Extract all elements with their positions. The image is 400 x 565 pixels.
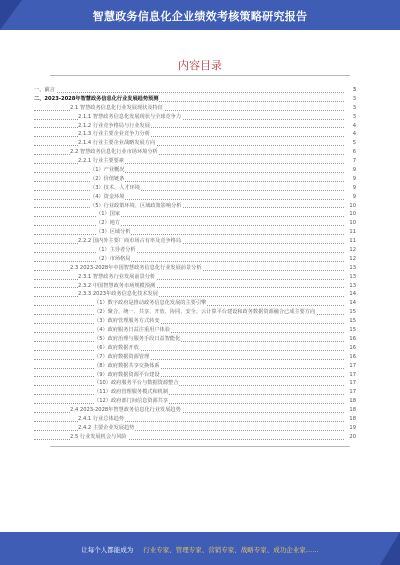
toc-entry-label: （1）数字政府是推动政务信息化发展的主要引擎 — [94, 300, 207, 307]
toc-entry-label: 2.3.2 中国智慧政务市场规模预测 — [78, 282, 156, 289]
table-of-contents — [34, 86, 356, 442]
toc-entry-page: 12 — [346, 246, 356, 255]
toc-entry-page: 15 — [346, 326, 356, 335]
toc-entry-page: 10 — [346, 202, 356, 211]
toc-entry-label: （7）政府数据资源管理 — [94, 353, 150, 360]
footer-slogan-left: 让每个人都能成为 — [81, 546, 134, 554]
toc-entry[interactable] — [34, 379, 356, 388]
toc-entry-label: 2.1.1 智慧政务信息化发展现状与全球竞争力 — [78, 113, 182, 120]
toc-entry[interactable] — [34, 86, 356, 95]
toc-leader-dots — [34, 385, 344, 386]
toc-entry[interactable] — [34, 130, 356, 139]
toc-entry-page: 3 — [346, 113, 356, 122]
toc-entry[interactable] — [34, 113, 356, 122]
toc-entry-label: 2.1.4 行业主要企业战略发展方向 — [78, 140, 156, 147]
toc-entry[interactable] — [34, 157, 356, 166]
toc-entry-label: （1）产业概况 — [90, 167, 125, 174]
toc-entry-label: 一、前言 — [34, 87, 55, 93]
toc-leader-dots — [34, 190, 344, 191]
page-header — [0, 0, 400, 30]
toc-entry-page: 4 — [346, 130, 356, 139]
toc-entry-label: 2.1.3 行业主要企业竞争力分析 — [78, 131, 150, 138]
report-title: 智慧政务信息化企业绩效考核策略研究报告 — [92, 10, 308, 23]
toc-entry-page: 16 — [346, 335, 356, 344]
toc-entry-page: 14 — [346, 299, 356, 308]
toc-entry-label: 2.3.1 智慧政务行业发展前景分析 — [78, 273, 156, 280]
toc-entry-page: 7 — [346, 157, 356, 166]
toc-entry-page: 17 — [346, 362, 356, 371]
toc-entry-label: （9）政府数据资源平台建设 — [94, 371, 160, 378]
toc-entry-page: 9 — [346, 184, 356, 193]
toc-entry-page: 3 — [346, 86, 356, 95]
toc-entry[interactable] — [34, 237, 356, 246]
toc-leader-dots — [34, 368, 344, 369]
toc-entry-page: 9 — [346, 175, 356, 184]
toc-entry[interactable] — [34, 433, 356, 442]
toc-leader-dots — [34, 323, 344, 324]
toc-entry-page: 9 — [346, 193, 356, 202]
toc-top-divider — [50, 75, 350, 76]
toc-entry-page: 6 — [346, 148, 356, 157]
toc-entry-label: 2.1.2 行业竞争格局与行业发展 — [78, 122, 150, 129]
toc-leader-dots — [34, 172, 344, 173]
toc-entry[interactable] — [34, 148, 356, 157]
toc-entry-page: 15 — [346, 317, 356, 326]
toc-entry-label: （1）国家 — [96, 211, 121, 218]
toc-entry-label: （2）价值链条 — [90, 175, 125, 182]
toc-leader-dots — [34, 225, 344, 226]
footer-slogan-right: 行业专家、管理专家、营销专家、战略专家、成功企业家…… — [143, 546, 319, 554]
toc-entry-page: 19 — [346, 424, 356, 433]
toc-entry-label: （3）区域分析 — [96, 229, 131, 236]
toc-entry-label: 2.1 智慧政务信息化行业发展现状及特征 — [70, 104, 163, 111]
toc-bottom-divider — [50, 446, 350, 447]
toc-entry[interactable] — [34, 282, 356, 291]
toc-entry[interactable] — [34, 210, 356, 219]
toc-entry-label: （10）政府服务平台与数据资源整合 — [94, 380, 179, 387]
toc-entry-label: 2.5 行业发展机会与风险 — [70, 433, 127, 440]
toc-entry[interactable] — [34, 166, 356, 175]
toc-leader-dots — [34, 350, 344, 351]
toc-leader-dots — [34, 181, 344, 182]
toc-entry-label: （5）政府治理与服务手段日益智能化 — [94, 335, 181, 342]
toc-entry-page: 3 — [346, 95, 356, 104]
toc-entry[interactable] — [34, 317, 356, 326]
toc-entry[interactable] — [34, 184, 356, 193]
toc-entry[interactable] — [34, 264, 356, 273]
toc-entry-label: （3）技术、人才环境 — [90, 184, 140, 191]
toc-entry-page: 17 — [346, 388, 356, 397]
toc-entry[interactable] — [34, 104, 356, 113]
toc-entry[interactable] — [34, 228, 356, 237]
toc-entry[interactable] — [34, 273, 356, 282]
toc-entry-page: 4 — [346, 122, 356, 131]
toc-entry-label: （12）政府部门间信息资源共享 — [94, 398, 169, 405]
toc-entry-page: 18 — [346, 397, 356, 406]
toc-entry[interactable] — [34, 388, 356, 397]
toc-entry[interactable] — [34, 353, 356, 362]
toc-entry[interactable] — [34, 424, 356, 433]
toc-leader-dots — [34, 376, 344, 377]
toc-entry-label: 2.4.2 主要企业发展趋势 — [78, 424, 135, 431]
toc-entry-label: 2.2.2 国内外主要厂商市场占有率及竞争格局 — [78, 238, 182, 245]
toc-entry-page: 18 — [346, 415, 356, 424]
toc-entry-label: （11）政府管理服务模式和机制 — [94, 389, 169, 396]
toc-entry[interactable] — [34, 406, 356, 415]
toc-entry[interactable] — [34, 202, 356, 211]
toc-leader-dots — [34, 252, 344, 253]
toc-leader-dots — [34, 394, 344, 395]
toc-entry-page: 12 — [346, 255, 356, 264]
toc-entry-page: 18 — [346, 406, 356, 415]
toc-leader-dots — [34, 261, 344, 262]
toc-entry[interactable] — [34, 397, 356, 406]
toc-entry-page: 11 — [346, 228, 356, 237]
toc-entry[interactable] — [34, 362, 356, 371]
toc-entry[interactable] — [34, 290, 356, 299]
toc-entry-label: （4）政府服务日益注重用户体验 — [94, 327, 170, 334]
toc-entry-page: 13 — [346, 264, 356, 273]
toc-leader-dots — [34, 234, 344, 235]
toc-entry-label: 二、2023-2028年智慧政务信息化行业发展趋势预测 — [34, 95, 159, 102]
toc-entry-page: 16 — [346, 353, 356, 362]
toc-entry-page: 13 — [346, 282, 356, 291]
toc-entry-page: 20 — [346, 433, 356, 442]
toc-entry[interactable] — [34, 219, 356, 228]
toc-leader-dots — [34, 341, 344, 342]
toc-entry-page: 16 — [346, 344, 356, 353]
footer-slogan — [0, 545, 400, 554]
toc-entry-label: （2）聚合、统一、共享、开放、协同、安全、云计算平台建设和政务数据资源融合已成主要方向 — [94, 309, 316, 316]
toc-entry-page: 5 — [346, 139, 356, 148]
toc-leader-dots — [34, 199, 344, 200]
toc-entry[interactable] — [34, 371, 356, 380]
toc-leader-dots — [34, 403, 344, 404]
toc-entry[interactable] — [34, 246, 356, 255]
toc-entry-label: 2.4.1 行业总体趋势 — [78, 415, 124, 422]
toc-entry-page: 13 — [346, 273, 356, 282]
toc-entry-label: （5）行业政策环境、区域政策影响分析 — [90, 202, 182, 209]
toc-entry-label: 2.3 2023-2028年中国智慧政务信息化行业发展前景分析 — [70, 264, 202, 271]
toc-entry[interactable] — [34, 122, 356, 131]
toc-leader-dots — [34, 207, 344, 208]
toc-entry-page: 3 — [346, 104, 356, 113]
toc-entry-page: 10 — [346, 219, 356, 228]
toc-entry[interactable] — [34, 299, 356, 308]
toc-entry[interactable] — [34, 95, 356, 104]
toc-entry-label: （2）市场格局 — [96, 255, 131, 262]
toc-leader-dots — [34, 92, 344, 93]
toc-entry-label: （3）政府管理服务方式转变 — [94, 318, 160, 325]
toc-entry-label: （6）政府数据开放 — [94, 344, 139, 351]
toc-entry[interactable] — [34, 193, 356, 202]
toc-heading: 内容目录 — [178, 59, 222, 72]
toc-entry-page: 10 — [346, 210, 356, 219]
toc-entry-label: （4）资金环境 — [90, 193, 125, 200]
toc-entry[interactable] — [34, 139, 356, 148]
toc-entry-page: 17 — [346, 379, 356, 388]
toc-leader-dots — [34, 359, 344, 360]
toc-entry-page: 11 — [346, 237, 356, 246]
toc-entry[interactable] — [34, 335, 356, 344]
toc-leader-dots — [34, 216, 344, 217]
toc-entry-page: 14 — [346, 290, 356, 299]
toc-entry-label: 2.2 智慧政务信息化行业市场环境分析 — [70, 149, 158, 156]
toc-entry-label: （8）政府数据共享交换体系 — [94, 362, 160, 369]
toc-entry-page: 9 — [346, 166, 356, 175]
toc-entry[interactable] — [34, 326, 356, 335]
toc-entry[interactable] — [34, 175, 356, 184]
toc-entry-page: 17 — [346, 371, 356, 380]
toc-entry-label: （1）主导者分析 — [96, 247, 136, 254]
toc-entry-label: 2.2.1 行业主要要素 — [78, 158, 124, 165]
toc-entry-label: （2）地方 — [96, 220, 121, 227]
toc-entry-label: 2.4 2023-2028年智慧政务信息化行业发展趋势 — [70, 407, 181, 414]
toc-entry[interactable] — [34, 344, 356, 353]
toc-entry[interactable] — [34, 415, 356, 424]
toc-entry[interactable] — [34, 308, 356, 317]
toc-entry[interactable] — [34, 255, 356, 264]
toc-entry-page: 15 — [346, 308, 356, 317]
toc-leader-dots — [34, 332, 344, 333]
toc-entry-label: 2.3.3 2023年政务信息化技术发展 — [78, 291, 158, 298]
page-footer — [0, 532, 400, 565]
